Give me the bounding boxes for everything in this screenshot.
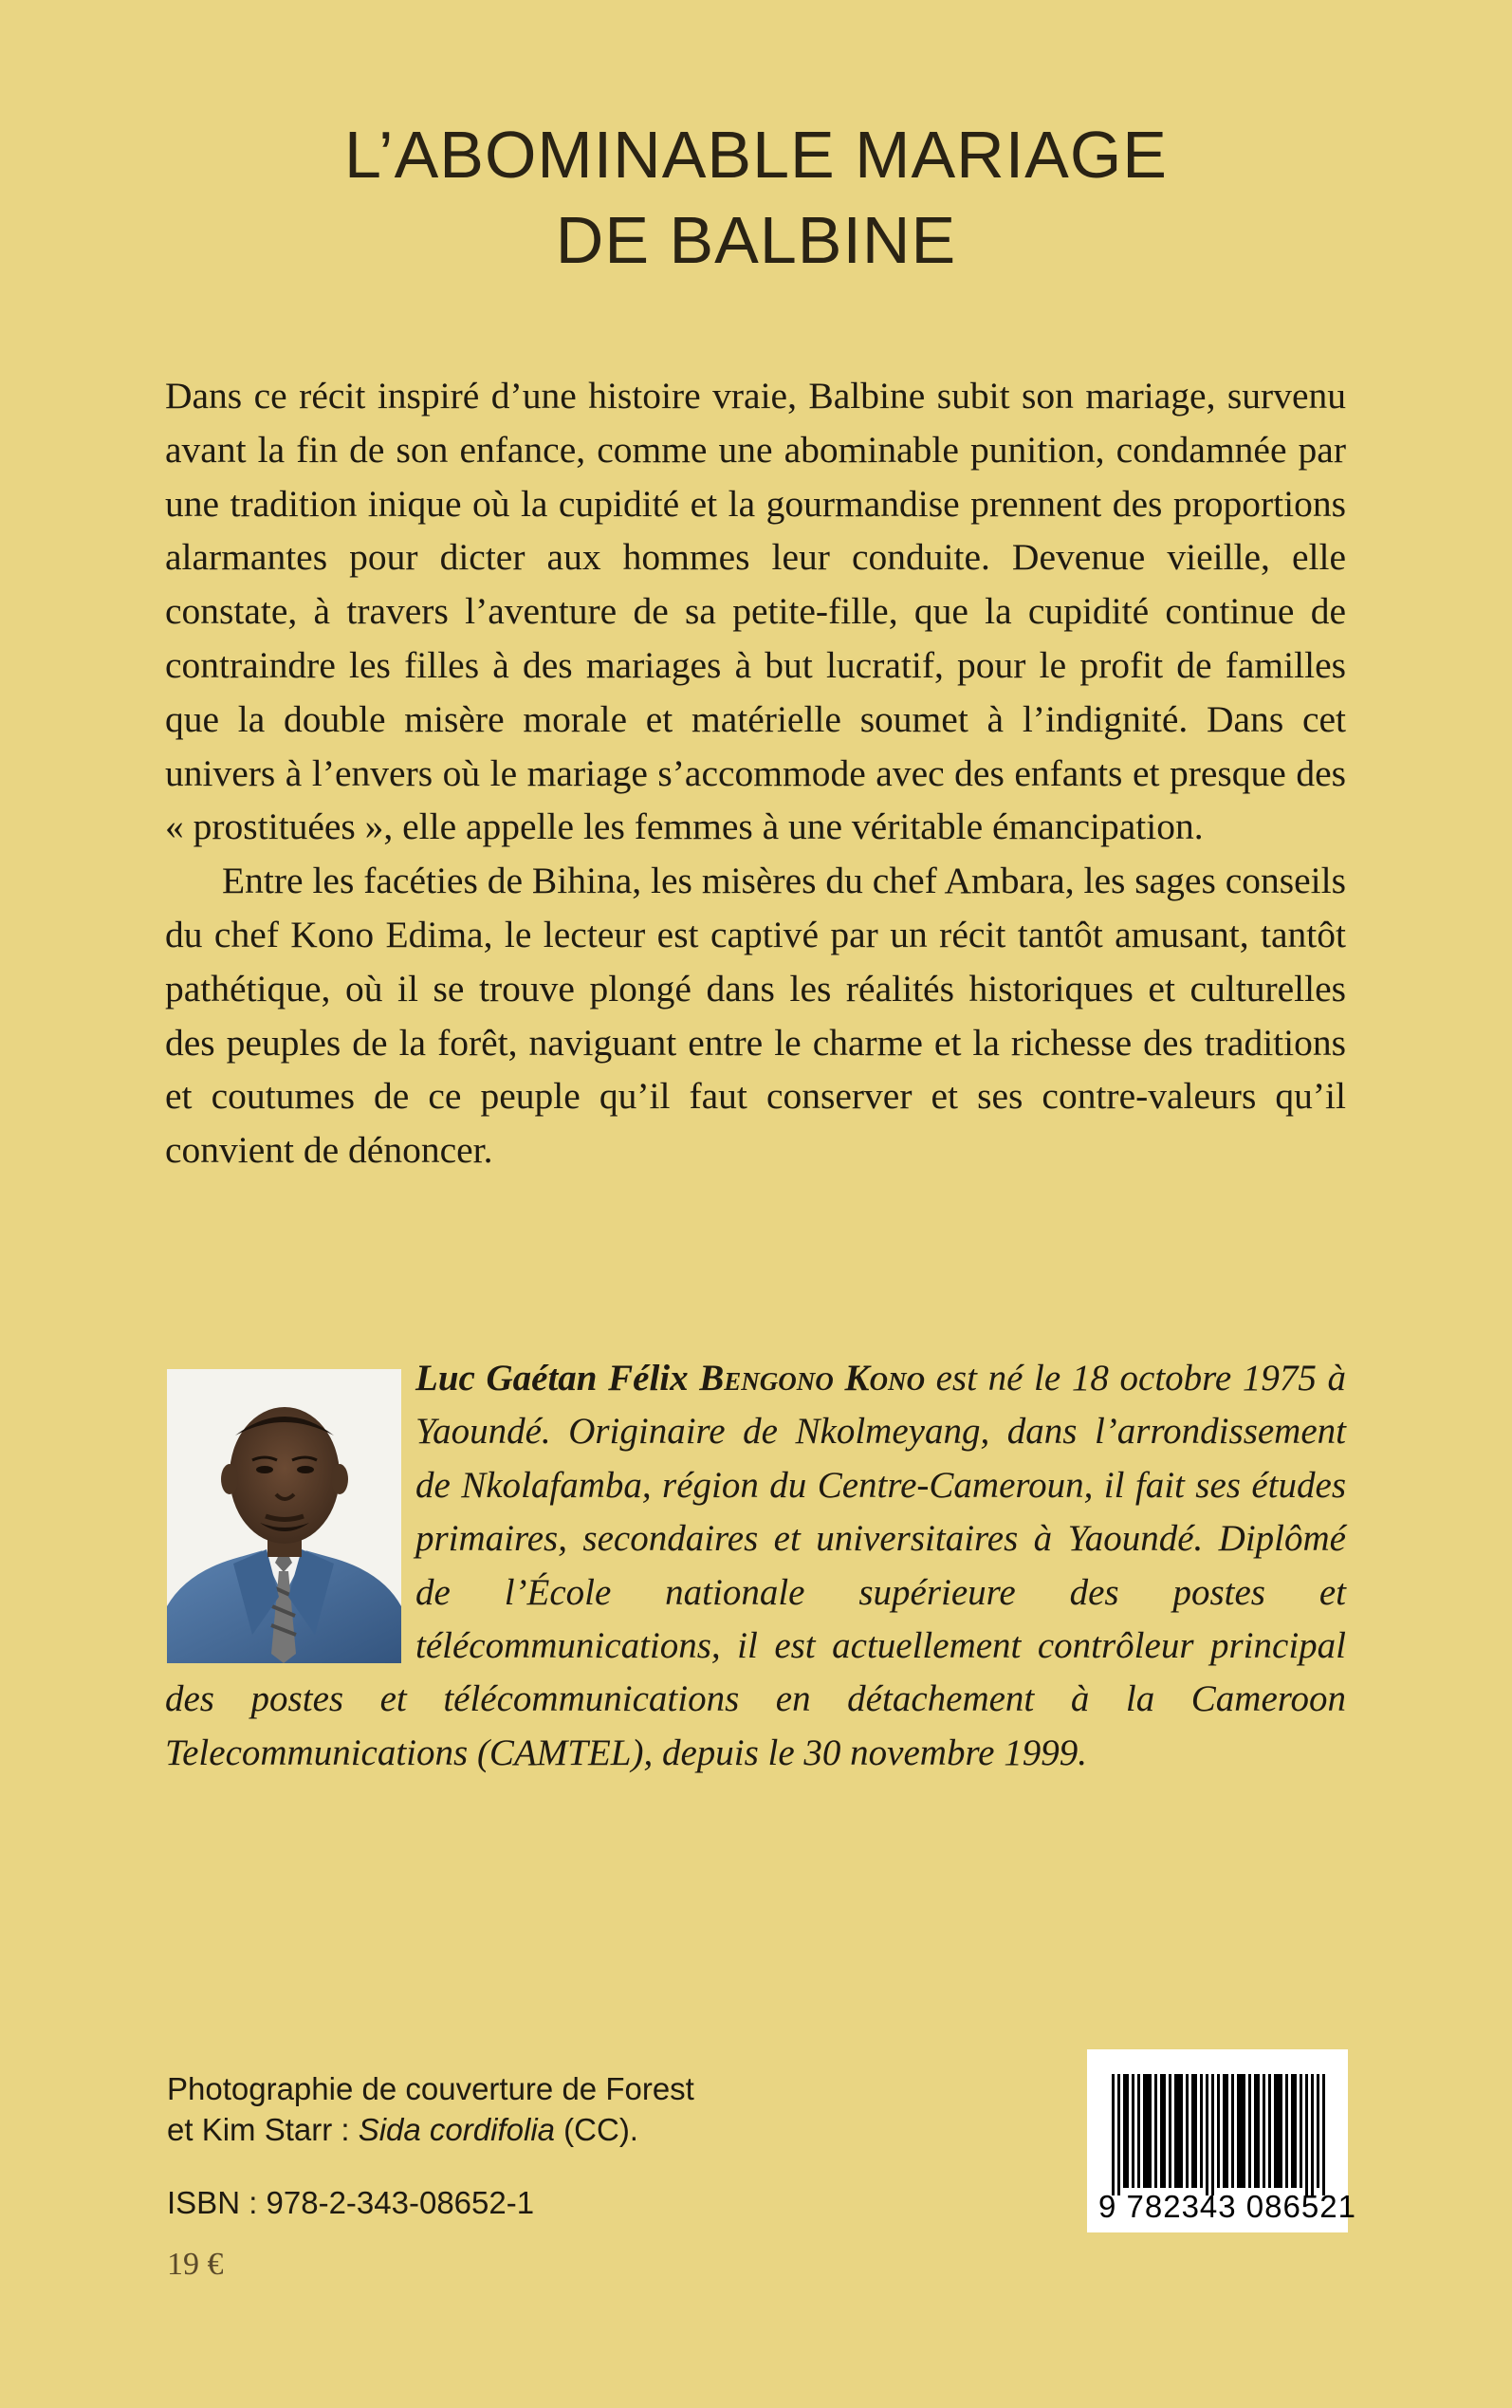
cover-photo-credits [167, 2068, 694, 2150]
barcode [1087, 2049, 1356, 2232]
book-title-line-1: L’ABOMINABLE MARIAGE [343, 118, 1169, 192]
author-bio-text: est né le 18 octobre 1975 à Yaoundé. Originaire de Nkolmeyang, dans l’arrondissement de Nkolafamba, région du Centre-Cameroun, il fait ses études primaires, secondaires et universitaires à Yaoundé. Diplômé de l’École nationale supérieure des postes et télécommunications, il est actuellement contrôleur principal des postes et télécommunications en détachement à la Cameroon Telecommunications (CAMTEL), depuis le 30 novembre 1999. [165, 1358, 1347, 1773]
book-price: 19 € [167, 2247, 224, 2282]
summary-paragraph-2: Entre les facéties de Bihina, les misères du chef Ambara, les sages conseils du chef Kono Edima, le lecteur est captivé par un récit tantôt amusant, tantôt pathétique, où il se trouve plongé dans les réalités historiques et culturelles des peuples de la forêt, naviguant entre le charme et la richesse des traditions et coutumes de ce peuple qu’il faut conserver et ses contre-valeurs qu’il convient de dénoncer. [165, 860, 1346, 1172]
author-given-names: Luc Gaétan Félix [415, 1358, 689, 1398]
credits-line-1: Photographie de couverture de Forest [167, 2071, 694, 2106]
barcode-digits: 9 782343 086521 [1098, 2189, 1356, 2224]
author-surname: Bengono Kono [699, 1358, 925, 1398]
credits-line-2: et Kim Starr : Sida cordifolia (CC). [167, 2112, 638, 2147]
author-portrait-image [167, 1369, 401, 1663]
author-photo [167, 1369, 401, 1663]
book-title-line-2: DE BALBINE [555, 203, 957, 277]
isbn-number: ISBN : 978-2-343-08652-1 [167, 2185, 535, 2220]
species-name: Sida cordifolia [358, 2112, 555, 2147]
summary-paragraph-1: Dans ce récit inspiré d’une histoire vraie, Balbine subit son mariage, survenu avant la fin de son enfance, comme une abominable punition, condamnée par une tradition inique où la cupidité et la gourmandise prennent des proportions alarmantes pour dicter aux hommes leur conduite. Devenue vieille, elle constate, à travers l’aventure de sa petite-fille, que la cupidité continue de contraindre les filles à des mariages à but lucratif, pour le profit de familles que la double misère morale et matérielle soumet à l’indignité. Dans cet univers à l’envers où le mariage s’accommode avec des enfants et presque des « prostituées », elle appelle les femmes à une véritable émancipation. [165, 375, 1346, 848]
book-title [0, 112, 1512, 283]
book-summary [165, 369, 1346, 1177]
author-name [415, 1358, 925, 1398]
